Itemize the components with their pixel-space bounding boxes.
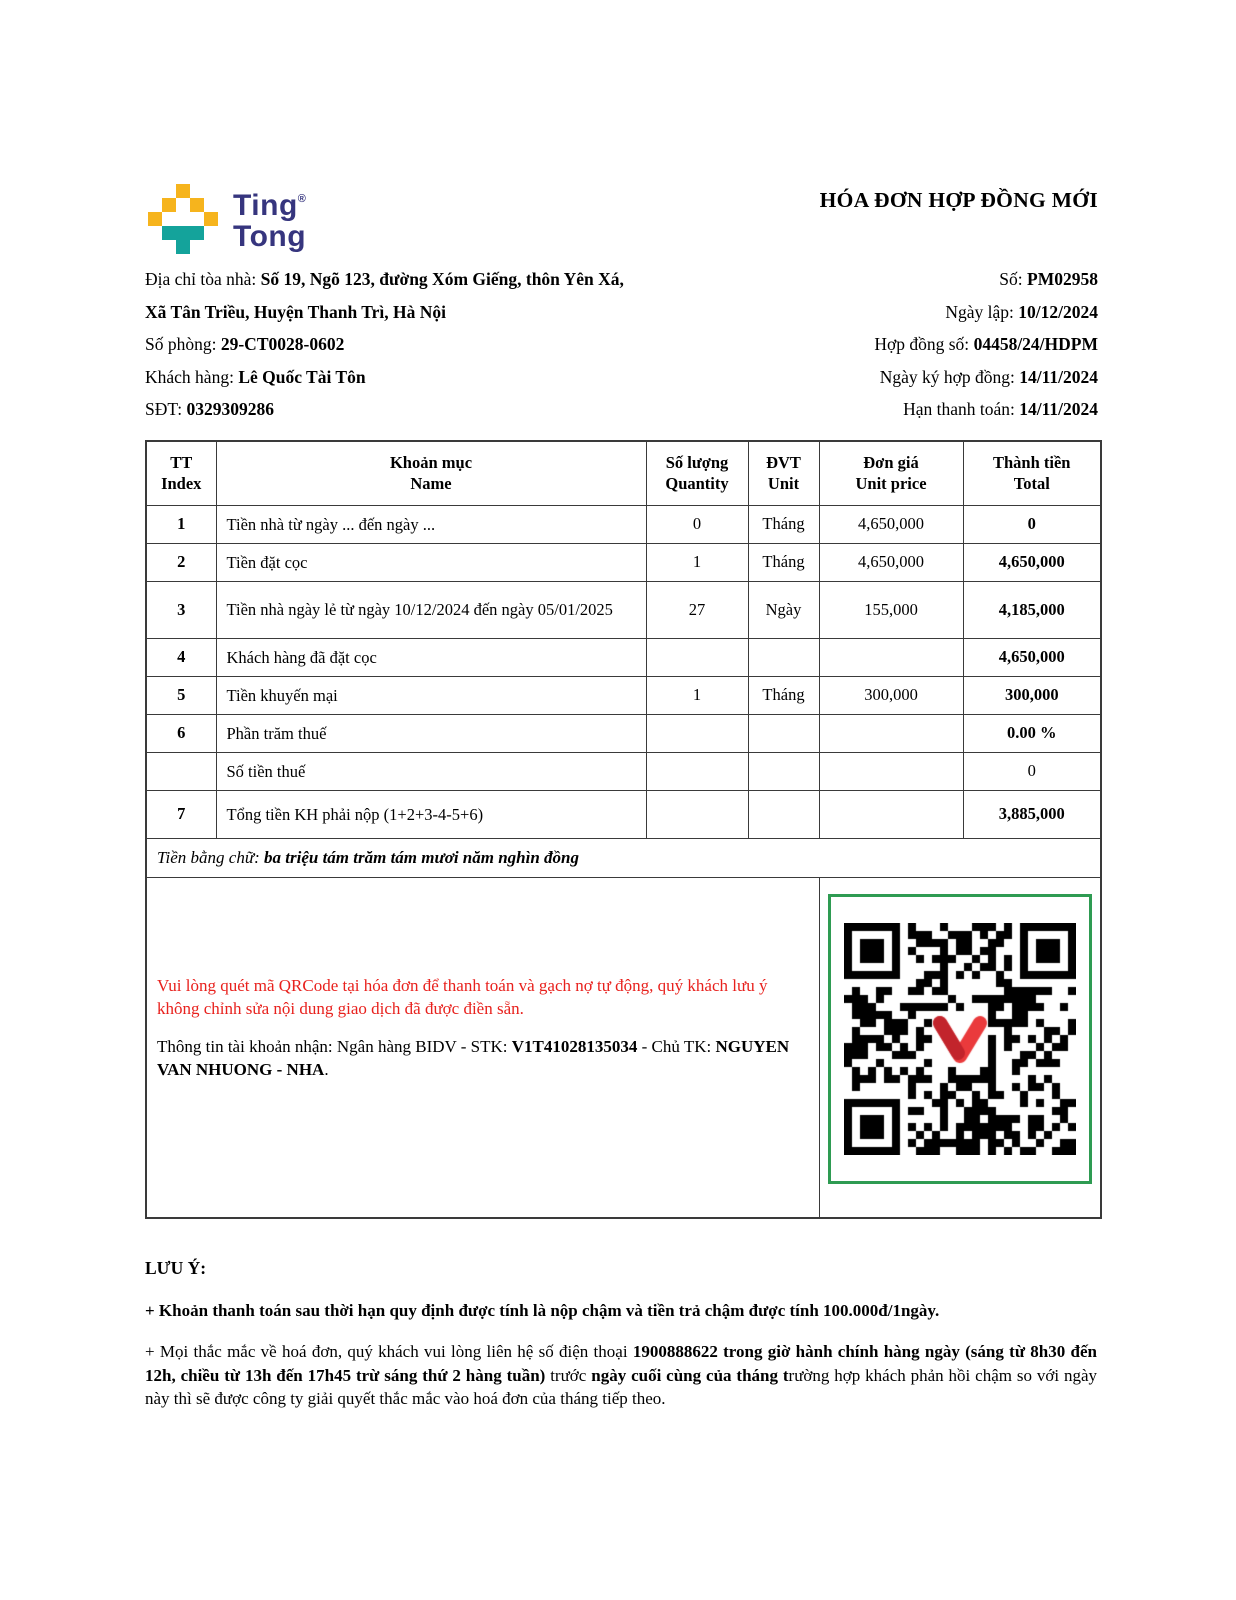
table-header-row bbox=[146, 441, 1101, 505]
table-row bbox=[146, 714, 1101, 752]
row-name: Khách hàng đã đặt cọc bbox=[216, 638, 646, 676]
building-info bbox=[145, 268, 624, 431]
logo-pixel bbox=[176, 184, 190, 198]
qr-code-frame bbox=[828, 894, 1093, 1184]
row-quantity: 1 bbox=[646, 543, 748, 581]
row-index: 7 bbox=[146, 790, 216, 838]
amount-in-words-label: Tiền bằng chữ: bbox=[157, 847, 265, 867]
payment-row bbox=[146, 877, 1101, 1218]
row-unit: Ngày bbox=[748, 581, 819, 638]
row-unit-price bbox=[819, 714, 963, 752]
col-header-unit: ĐVT Unit bbox=[748, 441, 819, 505]
row-total: 0 bbox=[963, 505, 1101, 543]
invoice-title: HÓA ĐƠN HỢP ĐỒNG MỚI bbox=[819, 188, 1098, 212]
row-unit bbox=[748, 638, 819, 676]
row-index: 2 bbox=[146, 543, 216, 581]
logo-pixel bbox=[190, 198, 204, 212]
room-number-line: Số phòng: 29-CT0028-0602 bbox=[145, 334, 345, 354]
late-payment-note: + Khoản thanh toán sau thời hạn quy định được tính là nộp chậm và tiền trả chậm được tính 100.000đ/1ngày. bbox=[145, 1301, 940, 1320]
contract-sign-date-line: Ngày ký hợp đồng: 14/11/2024 bbox=[879, 366, 1098, 387]
row-name: Phần trăm thuế bbox=[216, 714, 646, 752]
address-line-1: Địa chỉ tòa nhà: Số 19, Ngõ 123, đường Xóm Giếng, thôn Yên Xá, bbox=[145, 269, 624, 289]
row-total: 4,650,000 bbox=[963, 638, 1101, 676]
hotline-number: 1900888622 trong giờ hành chính hàng ngày (sáng từ 8h30 đến 12h, chiều từ 13h đến 17h45 trừ sáng thứ 2 hàng tuần) bbox=[145, 1342, 1097, 1385]
table-row bbox=[146, 505, 1101, 543]
invoice-number-line: Số: PM02958 bbox=[999, 269, 1098, 289]
row-unit bbox=[748, 714, 819, 752]
table-row bbox=[146, 790, 1101, 838]
col-header-index: TT Index bbox=[146, 441, 216, 505]
address-line-2: Xã Tân Triều, Huyện Thanh Trì, Hà Nội bbox=[145, 301, 446, 322]
table-row bbox=[146, 581, 1101, 638]
account-number: V1T41028135034 bbox=[511, 1036, 638, 1056]
logo-pixel bbox=[204, 212, 218, 226]
table-row bbox=[146, 752, 1101, 790]
row-quantity: 1 bbox=[646, 676, 748, 714]
row-unit: Tháng bbox=[748, 676, 819, 714]
row-index: 4 bbox=[146, 638, 216, 676]
row-unit-price: 300,000 bbox=[819, 676, 963, 714]
row-total: 4,650,000 bbox=[963, 543, 1101, 581]
row-total: 0 bbox=[963, 752, 1101, 790]
row-name: Tiền đặt cọc bbox=[216, 543, 646, 581]
row-total: 4,185,000 bbox=[963, 581, 1101, 638]
row-unit-price bbox=[819, 752, 963, 790]
row-total: 300,000 bbox=[963, 676, 1101, 714]
tingtong-logo-icon bbox=[148, 184, 218, 254]
row-quantity bbox=[646, 714, 748, 752]
row-quantity: 0 bbox=[646, 505, 748, 543]
payment-instructions bbox=[146, 877, 819, 1218]
row-total: 3,885,000 bbox=[963, 790, 1101, 838]
notes-title: LƯU Ý: bbox=[145, 1258, 207, 1278]
qr-warning-text: Vui lòng quét mã QRCode tại hóa đơn để thanh toán và gạch nợ tự động, quý khách lưu ý không chỉnh sửa nội dung giao dịch đã được điền sẵn. bbox=[157, 975, 768, 1018]
row-unit-price: 4,650,000 bbox=[819, 543, 963, 581]
row-unit-price: 155,000 bbox=[819, 581, 963, 638]
row-index: 1 bbox=[146, 505, 216, 543]
row-name: Tiền khuyến mại bbox=[216, 676, 646, 714]
amount-in-words-value: ba triệu tám trăm tám mươi năm nghìn đồng bbox=[264, 847, 580, 867]
amount-in-words-row bbox=[146, 838, 1101, 877]
row-unit bbox=[748, 790, 819, 838]
col-header-total: Thành tiền Total bbox=[963, 441, 1101, 505]
row-quantity bbox=[646, 638, 748, 676]
phone-line: SĐT: 0329309286 bbox=[145, 399, 274, 419]
row-name: Số tiền thuế bbox=[216, 752, 646, 790]
col-header-unit-price: Đơn giá Unit price bbox=[819, 441, 963, 505]
row-name: Tổng tiền KH phải nộp (1+2+3-4-5+6) bbox=[216, 790, 646, 838]
payment-due-line: Hạn thanh toán: 14/11/2024 bbox=[903, 399, 1098, 419]
tingtong-logo bbox=[148, 184, 306, 254]
account-info-text: Thông tin tài khoản nhận: Ngân hàng BIDV - STK: V1T41028135034 - Chủ TK: NGUYEN VAN NHUONG - NHA. bbox=[157, 1036, 790, 1079]
qr-code-cell bbox=[819, 877, 1101, 1218]
table-row bbox=[146, 676, 1101, 714]
row-unit-price bbox=[819, 638, 963, 676]
row-unit-price: 4,650,000 bbox=[819, 505, 963, 543]
support-note: + Mọi thắc mắc về hoá đơn, quý khách vui lòng liên hệ số điện thoại 1900888622 trong giờ hành chính hàng ngày (sáng từ 8h30 đến 12h, chiều từ 13h đến 17h45 trừ sáng thứ 2 hàng tuần) trước ngày cuối cùng của tháng trường hợp khách phản hồi chậm so với ngày này thì sẽ được công ty giải quyết thắc mắc vào hoá đơn của tháng tiếp theo. bbox=[145, 1342, 1098, 1408]
row-index: 5 bbox=[146, 676, 216, 714]
col-header-quantity: Số lượng Quantity bbox=[646, 441, 748, 505]
row-quantity bbox=[646, 790, 748, 838]
row-unit: Tháng bbox=[748, 505, 819, 543]
row-unit-price bbox=[819, 790, 963, 838]
row-total: 0.00 % bbox=[963, 714, 1101, 752]
row-index: 6 bbox=[146, 714, 216, 752]
row-index: 3 bbox=[146, 581, 216, 638]
col-header-name: Khoản mục Name bbox=[216, 441, 646, 505]
row-name: Tiền nhà từ ngày ... đến ngày ... bbox=[216, 505, 646, 543]
logo-pixel bbox=[148, 212, 162, 226]
row-name: Tiền nhà ngày lẻ từ ngày 10/12/2024 đến ngày 05/01/2025 bbox=[216, 581, 646, 638]
row-unit bbox=[748, 752, 819, 790]
invoice-table bbox=[145, 440, 1102, 1219]
brand-line-1: Ting bbox=[233, 189, 298, 222]
row-quantity bbox=[646, 752, 748, 790]
logo-pixel bbox=[176, 240, 190, 254]
row-index bbox=[146, 752, 216, 790]
logo-pixel bbox=[162, 198, 176, 212]
brand-text bbox=[233, 184, 306, 252]
issue-date-line: Ngày lập: 10/12/2024 bbox=[945, 301, 1098, 322]
table-row bbox=[146, 638, 1101, 676]
contract-number-line: Hợp đồng số: 04458/24/HDPM bbox=[874, 334, 1098, 354]
row-unit: Tháng bbox=[748, 543, 819, 581]
customer-line: Khách hàng: Lê Quốc Tài Tôn bbox=[145, 366, 366, 387]
account-holder: NGUYEN VAN NHUONG - NHA bbox=[157, 1036, 790, 1079]
registered-mark: ® bbox=[297, 193, 307, 205]
table-row bbox=[146, 543, 1101, 581]
qr-code bbox=[844, 923, 1076, 1155]
logo-pixel bbox=[162, 226, 204, 240]
brand-line-2: Tong bbox=[233, 220, 307, 253]
row-quantity: 27 bbox=[646, 581, 748, 638]
invoice-meta bbox=[874, 268, 1098, 431]
